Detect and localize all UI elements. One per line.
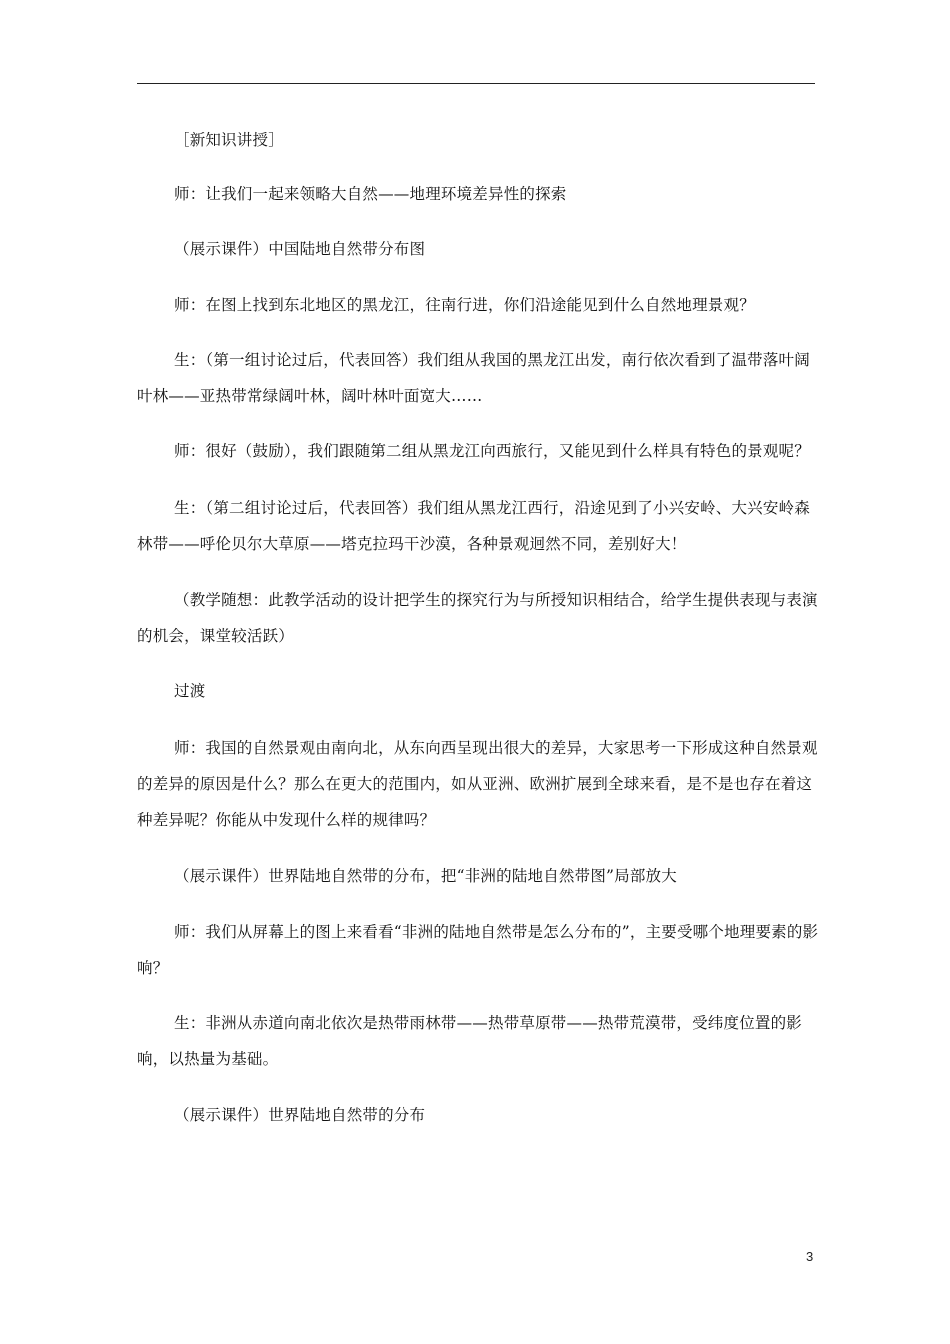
paragraph-courseware-china: （展示课件）中国陆地自然带分布图	[174, 240, 426, 258]
paragraph-student-africa-answer: 生：非洲从赤道向南北依次是热带雨林带——热带草原带——热带荒漠带，受纬度位置的影响，以热量为基础。	[137, 1014, 803, 1068]
paragraph-teaching-reflection: （教学随想：此教学活动的设计把学生的探究行为与所授知识相结合，给学生提供表现与表演的机会，课堂较活跃）	[137, 591, 818, 645]
paragraph-teacher-intro: 师：让我们一起来领略大自然——地理环境差异性的探索	[174, 185, 567, 203]
page-number: 3	[806, 1249, 814, 1264]
paragraph-teacher-question-africa: 师：我们从屏幕上的图上来看看“非洲的陆地自然带是怎么分布的”，主要受哪个地理要素的影响？	[137, 923, 819, 977]
section-heading: ［新知识讲授］	[174, 131, 284, 149]
paragraph-student-group-two: 生：（第二组讨论过后，代表回答）我们组从黑龙江西行，沿途见到了小兴安岭、大兴安岭森林带——呼伦贝尔大草原——塔克拉玛干沙漠，各种景观迥然不同，差别好大！	[137, 499, 810, 553]
paragraph-teacher-reasoning: 师：我国的自然景观由南向北，从东向西呈现出很大的差异，大家思考一下形成这种自然景观的差异的原因是什么？那么在更大的范围内，如从亚洲、欧洲扩展到全球来看，是不是也存在着这种差异呢？你能从中发现什么样的规律吗？	[137, 739, 818, 829]
paragraph-transition: 过渡	[174, 682, 206, 700]
paragraph-courseware-world: （展示课件）世界陆地自然带的分布	[174, 1106, 426, 1124]
paragraph-student-group-one: 生：（第一组讨论过后，代表回答）我们组从我国的黑龙江出发，南行依次看到了温带落叶阔叶林——亚热带常绿阔叶林，阔叶林叶面宽大……	[137, 351, 810, 405]
paragraph-teacher-question-west: 师：很好（鼓励），我们跟随第二组从黑龙江向西旅行，又能见到什么样具有特色的景观呢？	[174, 442, 810, 460]
paragraph-teacher-question-south: 师：在图上找到东北地区的黑龙江，往南行进，你们沿途能见到什么自然地理景观？	[174, 296, 755, 314]
header-rule	[137, 83, 815, 84]
paragraph-courseware-world-africa: （展示课件）世界陆地自然带的分布，把“非洲的陆地自然带图”局部放大	[174, 867, 677, 885]
